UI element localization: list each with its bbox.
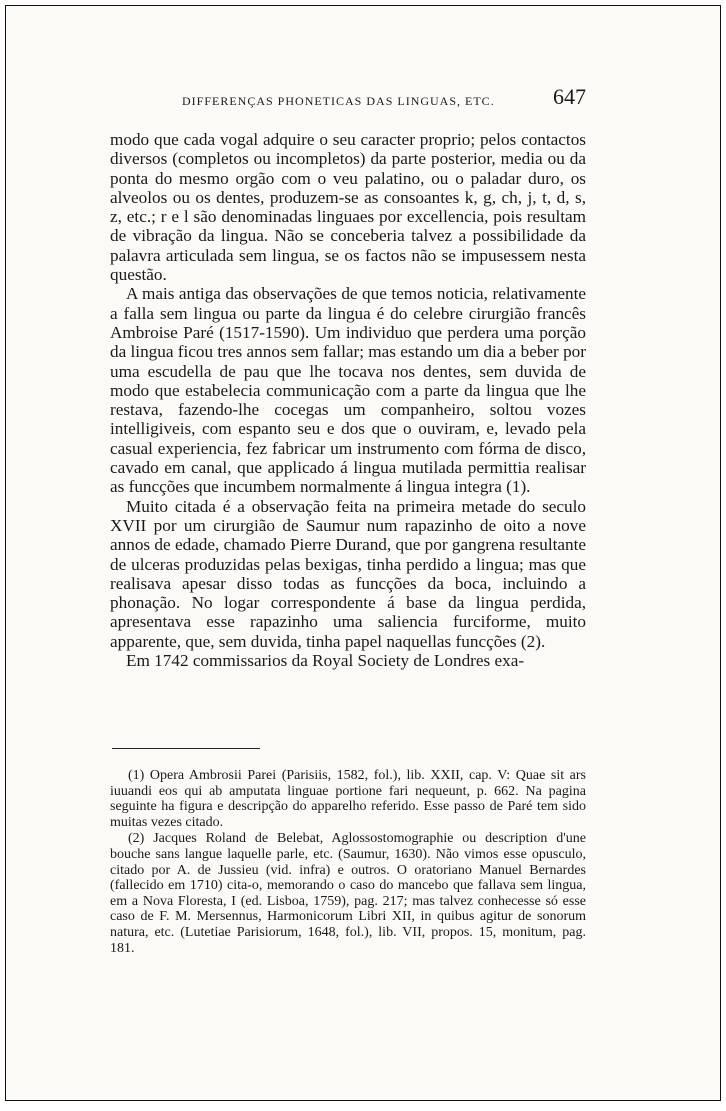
paragraph-2: A mais antiga das observações de que temos noticia, relativamente a falla sem lingua ou parte da lingua é do celebre cirurgião francês Ambroise Paré (1517-1590). Um individuo que perdera uma porção da lingua ficou tres annos sem fallar; mas estando um dia a beber por uma escudella de pau que lhe tocava nos dentes, sem duvida de modo que estabelecia communicação com a parte da lingua que lhe restava, fazendo-lhe cocegas um companheiro, soltou vozes intelligiveis, com espanto seu e dos que o ouviram, e, levado pela casual experiencia, fez fabricar um instrumento com fórma de disco, cavado em canal, que applicado á lingua mutilada permittia realisar as funcções que incumbem normalmente á lingua integra (1). [110,284,586,497]
footnote-1: (1) Opera Ambrosii Parei (Parisiis, 1582, fol.), lib. XXII, cap. V: Quae sit ars iuuandi eos qui ab amputata linguae portione fari nequeunt, p. 662. Na pagina seguinte ha figura e descripção do apparelho referido. Esse passo de Paré tem sido muitas vezes citado. [110,768,586,830]
paragraph-1: modo que cada vogal adquire o seu caracter proprio; pelos contactos diversos (completos ou incompletos) da parte posterior, media ou da ponta do mesmo orgão com o veu palatino, ou o paladar duro, os alveolos ou os dentes, produzem-se as consoantes k, g, ch, j, t, d, s, z, etc.; r e l são denominadas linguaes por excellencia, pois resultam de vibração da lingua. Não se conceberia talvez a possibilidade da palavra articulada sem lingua, se os factos não se impusessem nesta questão. [110,130,586,285]
footnote-2: (2) Jacques Roland de Belebat, Aglossostomographie ou description d'une bouche sans langue laquelle parle, etc. (Saumur, 1630). Não vimos esse opusculo, citado por A. de Jussieu (vid. infra) e outros. O oratoriano Manuel Bernardes (fallecido em 1710) cita-o, memorando o caso do mancebo que fallava sem lingua, em a Nova Floresta, I (ed. Lisboa, 1759), pag. 217; mas talvez conhecesse só esse caso de F. M. Mersennus, Harmonicorum Libri XII, in quibus agitur de sonorum natura, etc. (Lutetiae Parisiorum, 1648, fol.), lib. VII, propos. 15, monitum, pag. 181. [110,831,586,956]
page-header [110,84,586,114]
page-number: 647 [553,84,586,109]
running-head: DIFFERENÇAS PHONETICAS DAS LINGUAS, ETC. [182,94,495,108]
paragraph-4: Em 1742 commissarios da Royal Society de Londres exa- [126,651,525,671]
main-text [110,130,586,670]
footnotes [110,768,586,956]
footnote-divider [112,748,260,749]
book-page [5,5,721,1101]
paragraph-3: Muito citada é a observação feita na primeira metade do seculo XVII por um cirurgião de Saumur num rapazinho de oito a nove annos de edade, chamado Pierre Durand, que por gangrena resultante de ulceras produzidas pelas bexigas, tinha perdido a lingua; mas que realisava apesar disso todas as funcções da boca, incluindo a phonação. No logar correspondente á base da lingua perdida, apresentava esse rapazinho uma saliencia furciforme, muito apparente, que, sem duvida, tinha papel naquellas funcções (2). [110,496,586,651]
